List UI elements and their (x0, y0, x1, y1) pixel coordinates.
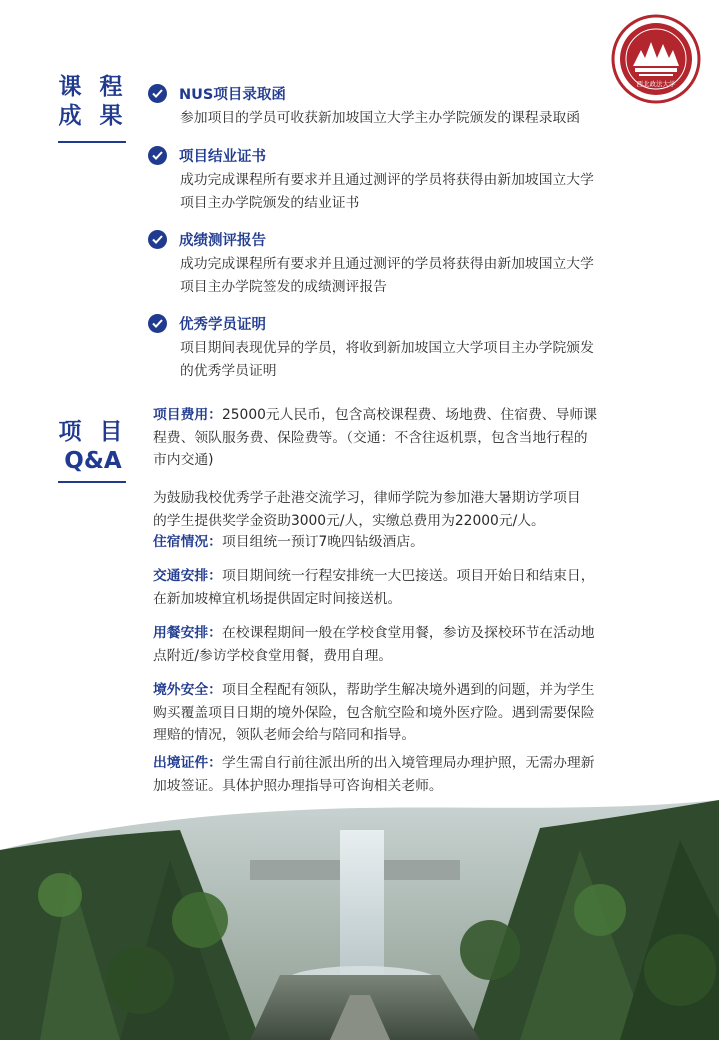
qa-line (153, 565, 673, 588)
achievement-item-completion-certificate (148, 144, 688, 215)
qa-title-line2: Q&A (64, 448, 122, 474)
qa-text: 学生需自行前往派出所的出入境管理局办理护照，无需办理新 (221, 755, 595, 771)
achievements-section-title (58, 73, 128, 131)
achievements-title-line1: 课 程 (58, 74, 128, 100)
achievement-description (180, 169, 688, 215)
achievement-item-excellent-student (148, 312, 688, 383)
qa-text: 项目组统一预订7晚四钻级酒店。 (221, 534, 424, 550)
qa-section-title (58, 418, 128, 476)
qa-line: 程费、领队服务费、保险费等。（交通：不含往返机票，包含当地行程的 (153, 429, 588, 446)
achievement-item-evaluation-report (148, 228, 688, 299)
qa-line: 为鼓励我校优秀学子赴港交流学习，律师学院为参加港大暑期访学项目 (153, 490, 581, 506)
qa-line (153, 622, 673, 645)
qa-line: 在新加坡樟宜机场提供固定时间接送机。 (153, 590, 402, 607)
achievement-description (180, 107, 688, 130)
desc-line: 成功完成课程所有要求并且通过测评的学员将获得由新加坡国立大学 (180, 256, 594, 272)
qa-transport-label: 交通安排： (153, 568, 222, 584)
qa-documents (153, 752, 673, 797)
desc-line: 项目主办学院签发的成绩测评报告 (180, 279, 387, 295)
achievement-description (180, 337, 688, 383)
qa-title-line1: 项 目 (58, 419, 128, 445)
qa-fee (153, 404, 673, 472)
qa-line: 购买覆盖项目日期的境外保险，包含航空险和境外医疗险。遇到需要保险 (153, 704, 595, 721)
achievements-title-line2: 成 果 (58, 103, 128, 129)
qa-accommodation (153, 531, 673, 554)
qa-line: 市内交通) (153, 452, 214, 468)
achievements-title-underline (58, 141, 126, 143)
qa-text: 25000元人民币，包含高校课程费、场地费、住宿费、导师课 (221, 407, 597, 423)
svg-text:西北政法大学: 西北政法大学 (636, 80, 676, 88)
achievement-title: 项目结业证书 (179, 148, 266, 165)
qa-scholarship (153, 487, 673, 532)
qa-text: 项目全程配有领队，帮助学生解决境外遇到的问题，并为学生 (221, 682, 595, 698)
qa-meals-label: 用餐安排： (153, 625, 222, 641)
qa-line: 加坡签证。具体护照办理指导可咨询相关老师。 (153, 777, 443, 794)
achievement-item-admission-letter (148, 82, 688, 130)
qa-documents-label: 出境证件： (153, 755, 222, 771)
check-circle-icon (148, 146, 167, 165)
qa-title-underline (58, 481, 126, 483)
qa-safety-label: 境外安全： (153, 682, 222, 698)
qa-line (153, 404, 673, 427)
desc-line: 参加项目的学员可收获新加坡国立大学主办学院颁发的课程录取函 (180, 110, 581, 126)
jewel-waterfall-photo (0, 800, 719, 1040)
desc-line: 的优秀学员证明 (180, 363, 277, 379)
qa-text: 项目期间统一行程安排统一大巴接送。项目开始日和结束日， (221, 568, 595, 584)
desc-line: 成功完成课程所有要求并且通过测评的学员将获得由新加坡国立大学 (180, 172, 594, 188)
achievement-title: NUS项目录取函 (179, 86, 286, 103)
desc-line: 项目主办学院颁发的结业证书 (180, 195, 360, 211)
qa-transport (153, 565, 673, 610)
qa-text: 在校课程期间一般在学校食堂用餐，参访及探校环节在活动地 (221, 625, 595, 641)
qa-fee-label: 项目费用： (153, 407, 222, 423)
qa-meals (153, 622, 673, 667)
qa-line (153, 752, 673, 775)
qa-line (153, 531, 673, 554)
qa-line (153, 679, 673, 702)
achievement-title: 优秀学员证明 (179, 316, 266, 333)
achievement-description (180, 253, 688, 299)
desc-line: 项目期间表现优异的学员，将收到新加坡国立大学项目主办学院颁发 (180, 340, 594, 356)
check-circle-icon (148, 84, 167, 103)
qa-line: 的学生提供奖学金资助3000元/人，实缴总费用为22000元/人。 (153, 512, 545, 529)
qa-line: 理赔的情况，领队老师会给与陪同和指导。 (153, 727, 416, 743)
check-circle-icon (148, 230, 167, 249)
qa-accommodation-label: 住宿情况： (153, 534, 222, 550)
qa-line: 点附近/参访学校食堂用餐，费用自理。 (153, 647, 393, 664)
achievement-title: 成绩测评报告 (179, 232, 266, 249)
qa-safety (153, 679, 673, 747)
check-circle-icon (148, 314, 167, 333)
